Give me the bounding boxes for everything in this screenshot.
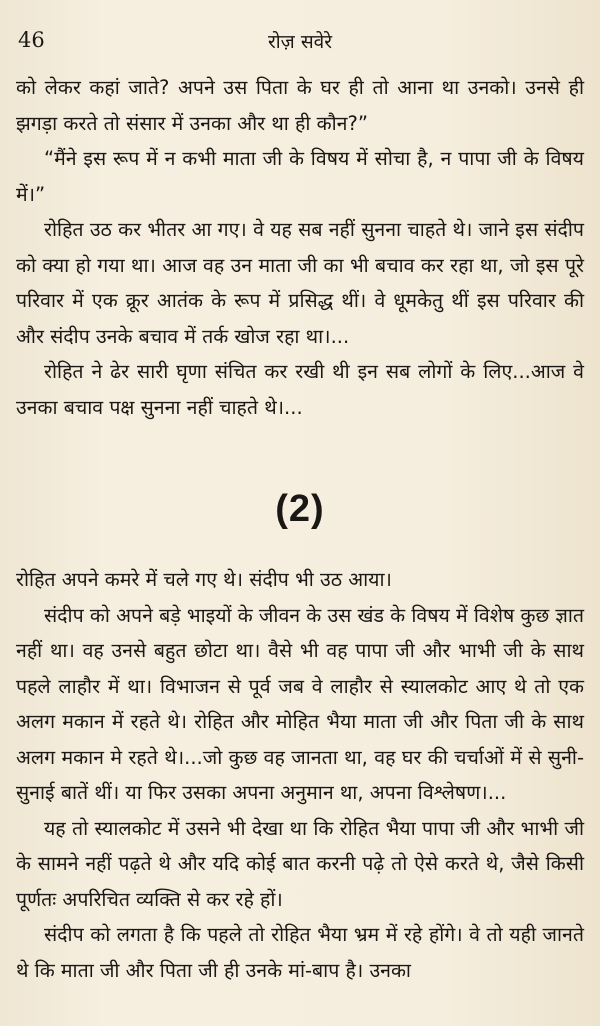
paragraph: रोहित ने ढेर सारी घृणा संचित कर रखी थी इन सब लोगों के लिए...आज वे उनका बचाव पक्ष सुनना नहीं चाहते थे।...: [16, 360, 584, 419]
text-block-2: [16, 562, 584, 988]
text-block-1: [16, 70, 584, 425]
running-title: रोज़ सवेरे: [267, 31, 332, 53]
paragraph: संदीप को अपने बड़े भाइयों के जीवन के उस खंड के विषय में विशेष कुछ ज्ञात नहीं था। वह उनसे बहुत छोटा था। वैसे भी वह पापा जी और भाभी जी के साथ पहले लाहौर में था। विभाजन से पूर्व जब वे लाहौर से स्यालकोट आए थे तो एक अलग मकान में रहते थे। रोहित और मोहित भैया माता जी और पिता जी के साथ अलग मकान मे रहते थे।...जो कुछ वह जानता था, वह घर की चर्चाओं में से सुनी-सुनाई बातें थीं। या फिर उसका अपना अनुमान था, अपना विश्लेषण।...: [16, 603, 584, 804]
paragraph: रोहित उठ कर भीतर आ गए। वे यह सब नहीं सुनना चाहते थे। जाने इस संदीप को क्या हो गया था। आज वह उन माता जी का भी बचाव कर रहा था, जो इस पूरे परिवार में एक क्रूर आतंक के रूप में प्रसिद्ध थीं। वे धूमकेतु थीं इस परिवार की और संदीप उनके बचाव में तर्क खोज रहा था।...: [16, 218, 584, 348]
paragraph: संदीप को लगता है कि पहले तो रोहित भैया भ्रम में रहे होंगे। वे तो यही जानते थे कि माता जी और पिता जी ही उनके मां-बाप है। उनका: [16, 923, 584, 982]
paragraph: “मैंने इस रूप में न कभी माता जी के विषय में सोचा है, न पापा जी के विषय में।”: [16, 147, 584, 206]
page-header: [18, 28, 582, 58]
page-number: 46: [18, 28, 45, 52]
paragraph: रोहित अपने कमरे में चले गए थे। संदीप भी उठ आया।: [16, 568, 392, 591]
paragraph: यह तो स्यालकोट में उसने भी देखा था कि रोहित भैया पापा जी और भाभी जी के सामने नहीं पढ़ते थे और यदि कोई बात करनी पढ़े तो ऐसे करते थे, जैसे किसी पूर्णतः अपरिचित व्यक्ति से कर रहे हों।: [16, 816, 584, 911]
paragraph: को लेकर कहां जाते? अपने उस पिता के घर ही तो आना था उनको। उनसे ही झगड़ा करते तो संसार में उनका और था ही कौन?”: [16, 76, 584, 135]
section-number: (2): [275, 488, 325, 530]
